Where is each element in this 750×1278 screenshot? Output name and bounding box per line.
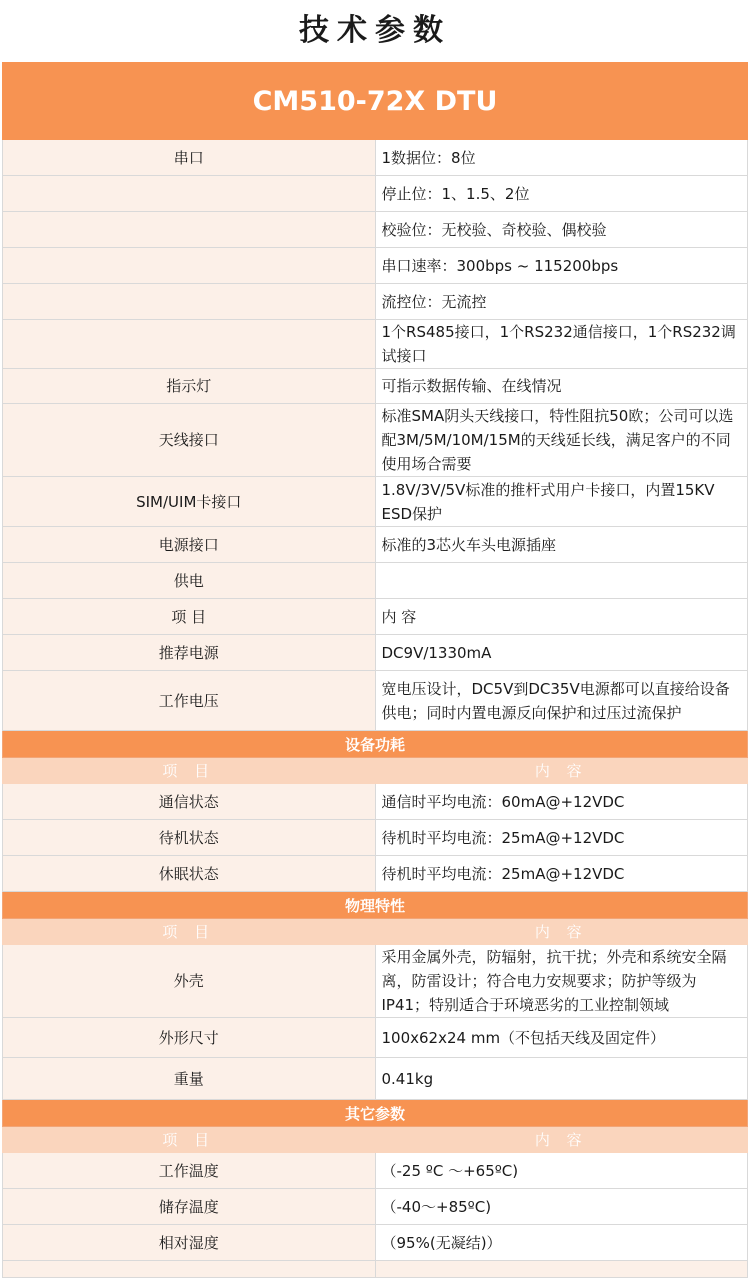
spec-value: 标准SMA阴头天线接口，特性阻抗50欧；公司可以选配3M/5M/10M/15M的天线延长线，满足客户的不同使用场合需要 bbox=[375, 404, 748, 477]
tail-value bbox=[375, 1261, 748, 1278]
spec-label bbox=[3, 320, 376, 369]
spec-label: 工作电压 bbox=[3, 671, 376, 731]
column-header-content: 内 容 bbox=[375, 1127, 748, 1153]
spec-row bbox=[3, 563, 748, 599]
spec-row bbox=[3, 820, 748, 856]
spec-value: 0.41kg bbox=[375, 1058, 748, 1100]
section-header: 设备功耗 bbox=[3, 731, 748, 758]
spec-value: 采用金属外壳，防辐射，抗干扰；外壳和系统安全隔离，防雷设计；符合电力安规要求；防护等级为IP41；特别适合于环境恶劣的工业控制领域 bbox=[375, 945, 748, 1018]
spec-label: 串口 bbox=[3, 140, 376, 176]
spec-table-body bbox=[3, 63, 748, 1278]
spec-label: 电源接口 bbox=[3, 527, 376, 563]
section-header-row bbox=[3, 892, 748, 919]
product-title-row bbox=[3, 63, 748, 140]
spec-row bbox=[3, 1189, 748, 1225]
spec-row bbox=[3, 320, 748, 369]
spec-value: 宽电压设计，DC5V到DC35V电源都可以直接给设备供电；同时内置电源反向保护和过压过流保护 bbox=[375, 671, 748, 731]
spec-label: 项 目 bbox=[3, 599, 376, 635]
spec-value: 流控位：无流控 bbox=[375, 284, 748, 320]
spec-row bbox=[3, 404, 748, 477]
spec-label: 推荐电源 bbox=[3, 635, 376, 671]
product-title: CM510-72X DTU bbox=[3, 63, 748, 140]
spec-value: 1数据位：8位 bbox=[375, 140, 748, 176]
spec-label: 天线接口 bbox=[3, 404, 376, 477]
spec-label bbox=[3, 284, 376, 320]
spec-label: 休眠状态 bbox=[3, 856, 376, 892]
spec-value: 串口速率：300bps ~ 115200bps bbox=[375, 248, 748, 284]
spec-row bbox=[3, 284, 748, 320]
section-subheader-row bbox=[3, 919, 748, 945]
spec-row bbox=[3, 248, 748, 284]
table-tail-row bbox=[3, 1261, 748, 1278]
page-title: 技术参数 bbox=[299, 13, 451, 48]
spec-value: 可指示数据传输、在线情况 bbox=[375, 369, 748, 404]
column-header-content: 内 容 bbox=[375, 758, 748, 784]
spec-row bbox=[3, 1058, 748, 1100]
section-header-row bbox=[3, 1100, 748, 1127]
spec-value: 1个RS485接口，1个RS232通信接口，1个RS232调试接口 bbox=[375, 320, 748, 369]
section-subheader-row bbox=[3, 1127, 748, 1153]
spec-value: 1.8V/3V/5V标准的推杆式用户卡接口，内置15KV ESD保护 bbox=[375, 477, 748, 527]
spec-row bbox=[3, 212, 748, 248]
spec-label: 重量 bbox=[3, 1058, 376, 1100]
spec-row bbox=[3, 477, 748, 527]
spec-label: 外形尺寸 bbox=[3, 1018, 376, 1058]
spec-value: 待机时平均电流：25mA@+12VDC bbox=[375, 856, 748, 892]
spec-value: （-25 ºC ～+65ºC) bbox=[375, 1153, 748, 1189]
tail-label bbox=[3, 1261, 376, 1278]
spec-row bbox=[3, 527, 748, 563]
spec-row bbox=[3, 140, 748, 176]
section-subheader-row bbox=[3, 758, 748, 784]
spec-value: 校验位：无校验、奇校验、偶校验 bbox=[375, 212, 748, 248]
spec-label bbox=[3, 212, 376, 248]
spec-label: SIM/UIM卡接口 bbox=[3, 477, 376, 527]
column-header-item: 项 目 bbox=[3, 1127, 376, 1153]
spec-value: 通信时平均电流：60mA@+12VDC bbox=[375, 784, 748, 820]
spec-label: 工作温度 bbox=[3, 1153, 376, 1189]
spec-row bbox=[3, 856, 748, 892]
spec-row bbox=[3, 599, 748, 635]
spec-value bbox=[375, 563, 748, 599]
spec-value: 100x62x24 mm（不包括天线及固定件） bbox=[375, 1018, 748, 1058]
section-header: 物理特性 bbox=[3, 892, 748, 919]
spec-row bbox=[3, 1018, 748, 1058]
spec-row bbox=[3, 369, 748, 404]
spec-value: 内 容 bbox=[375, 599, 748, 635]
section-header-row bbox=[3, 731, 748, 758]
spec-value: 待机时平均电流：25mA@+12VDC bbox=[375, 820, 748, 856]
column-header-item: 项 目 bbox=[3, 758, 376, 784]
spec-label: 相对湿度 bbox=[3, 1225, 376, 1261]
spec-value: 标准的3芯火车头电源插座 bbox=[375, 527, 748, 563]
spec-label: 待机状态 bbox=[3, 820, 376, 856]
spec-row bbox=[3, 1153, 748, 1189]
column-header-item: 项 目 bbox=[3, 919, 376, 945]
spec-row bbox=[3, 176, 748, 212]
spec-label bbox=[3, 248, 376, 284]
spec-label: 外壳 bbox=[3, 945, 376, 1018]
column-header-content: 内 容 bbox=[375, 919, 748, 945]
spec-value: （95%(无凝结)） bbox=[375, 1225, 748, 1261]
spec-value: （-40～+85ºC) bbox=[375, 1189, 748, 1225]
spec-label bbox=[3, 176, 376, 212]
spec-value: 停止位：1、1.5、2位 bbox=[375, 176, 748, 212]
spec-row bbox=[3, 635, 748, 671]
spec-label: 供电 bbox=[3, 563, 376, 599]
spec-row bbox=[3, 671, 748, 731]
spec-table bbox=[2, 62, 748, 1278]
spec-value: DC9V/1330mA bbox=[375, 635, 748, 671]
spec-label: 储存温度 bbox=[3, 1189, 376, 1225]
spec-row bbox=[3, 784, 748, 820]
spec-label: 通信状态 bbox=[3, 784, 376, 820]
spec-row bbox=[3, 945, 748, 1018]
section-header: 其它参数 bbox=[3, 1100, 748, 1127]
spec-label: 指示灯 bbox=[3, 369, 376, 404]
